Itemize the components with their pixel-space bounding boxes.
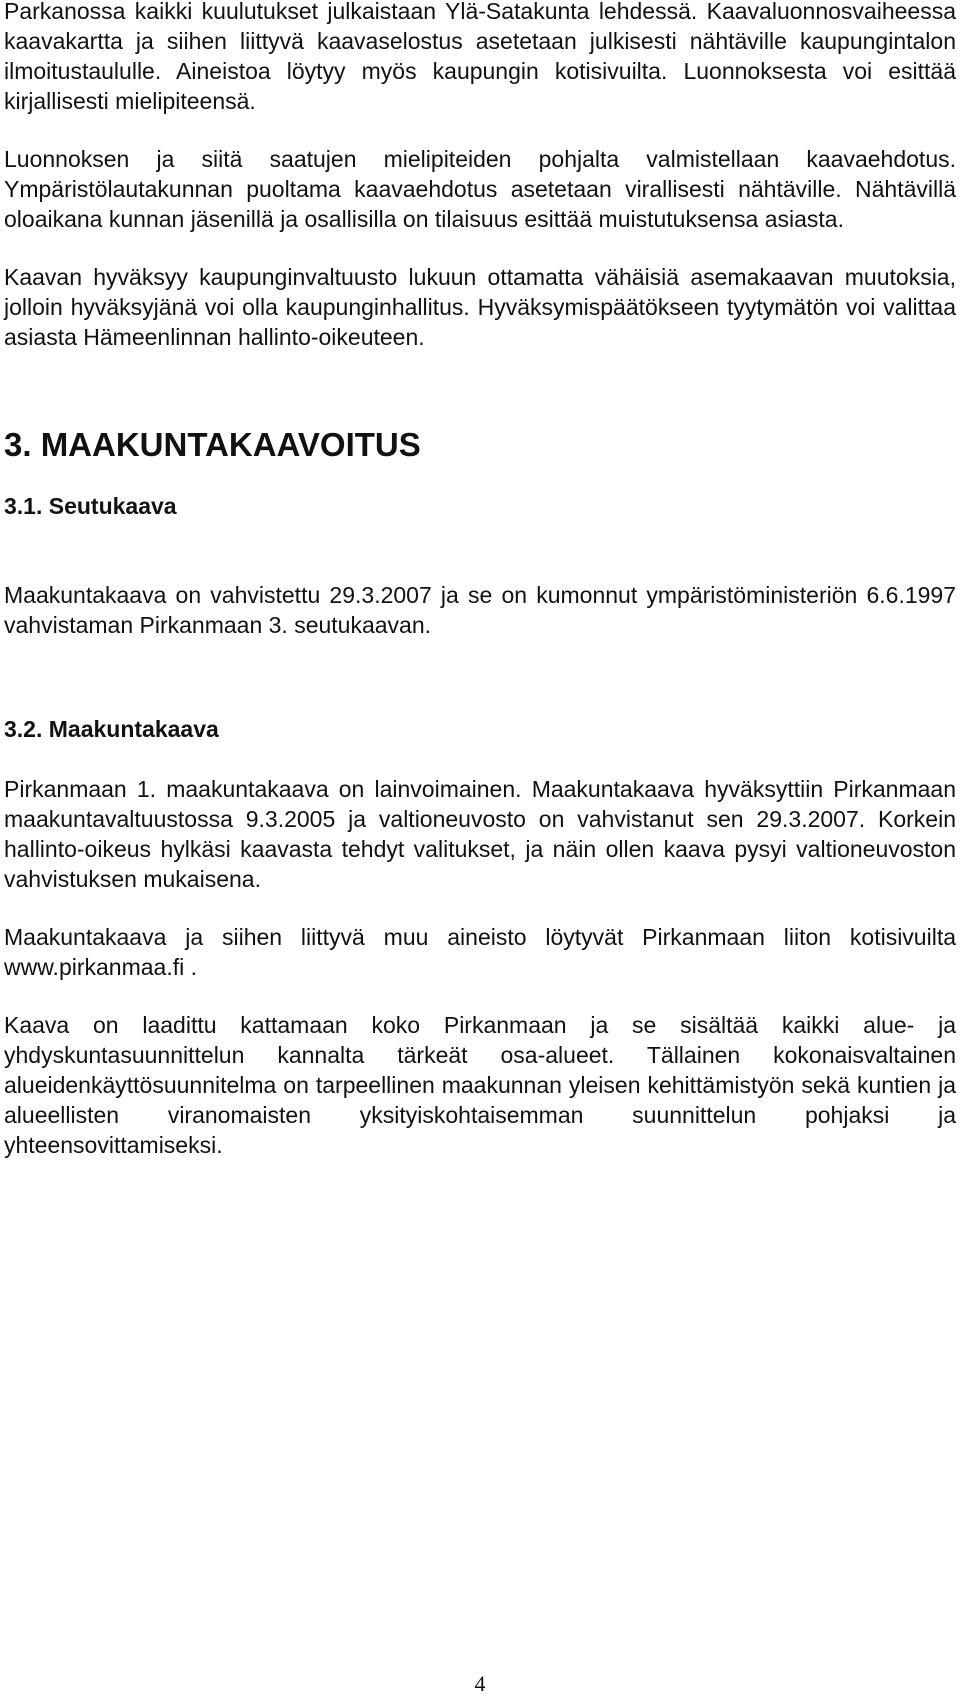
paragraph-maakuntakaava-scope: Kaava on laadittu kattamaan koko Pirkanmaan ja se sisältää kaikki alue- ja yhdyskuntasuunnittelun kannalta tärkeät osa-alueet. Tällainen kokonaisvaltainen alueidenkäyttösuunnitelma on tarpeellinen maakunnan yleisen kehittämistyön sekä kuntien ja alueellisten viranomaisten yksityiskohtaisemman suunnittelun pohjaksi ja yhteensovittamiseksi. — [4, 1012, 956, 1158]
paragraph-maakuntakaava-status: Pirkanmaan 1. maakuntakaava on lainvoimainen. Maakuntakaava hyväksyttiin Pirkanmaan maakuntavaltuustossa 9.3.2005 ja valtioneuvosto on vahvistanut sen 29.3.2007. Korkein hallinto-oikeus hylkäsi kaavasta tehdyt valitukset, ja näin ollen kaava pysyi valtioneuvoston vahvistuksen mukaisena. — [4, 776, 956, 892]
subsection-heading-seutukaava: 3.1. Seutukaava — [4, 493, 177, 519]
paragraph-approval — [4, 262, 956, 352]
approval-text-start: Kaavan hyväksyy kaupunginvaltuusto lukuun ottamatta vähäisiä asemakaavan muutoksia, jolloin hyväksyjänä voi olla kaupunginhallitus. — [4, 264, 956, 320]
approval-text-end: tyytymätön voi valittaa asiasta Hämeenlinnan hallinto-oikeuteen. — [4, 294, 957, 350]
material-text-end: . — [184, 954, 198, 980]
paragraph-maakuntakaava-material — [4, 922, 956, 982]
page-number: 4 — [474, 1671, 486, 1696]
document-page — [4, 0, 956, 1160]
subsection-heading-maakuntakaava: 3.2. Maakuntakaava — [4, 716, 219, 742]
approval-decision-link[interactable]: Hyväksymispäätökseen — [477, 294, 720, 320]
section-heading-maakuntakaavoitus: 3. MAAKUNTAKAAVOITUS — [4, 426, 421, 463]
paragraph-seutukaava: Maakuntakaava on vahvistettu 29.3.2007 ja se on kumonnut ympäristöministeriön 6.6.1997 vahvistaman Pirkanmaan 3. seutukaavan. — [4, 582, 956, 638]
material-text-start: Maakuntakaava ja siihen liittyvä muu aineisto löytyvät Pirkanmaan liiton kotisivuilta — [4, 924, 956, 950]
paragraph-draft-proposal: Luonnoksen ja siitä saatujen mielipiteiden pohjalta valmistellaan kaavaehdotus. Ympäristölautakunnan puoltama kaavaehdotus asetetaan virallisesti nähtäville. Nähtävillä oloaikana kunnan jäsenillä ja osallisilla on tilaisuus esittää muistutuksensa asiasta. — [4, 146, 956, 232]
paragraph-announcements: Parkanossa kaikki kuulutukset julkaistaan Ylä-Satakunta lehdessä. Kaavaluonnosvaiheessa kaavakartta ja siihen liittyvä kaavaselostus asetetaan julkisesti nähtäville kaupungintalon ilmoitustaululle. Aineistoa löytyy myös kaupungin kotisivuilta. Luonnoksesta voi esittää kirjallisesti mielipiteensä. — [4, 0, 956, 114]
pirkanmaa-website-link[interactable]: www.pirkanmaa.fi — [4, 954, 185, 980]
